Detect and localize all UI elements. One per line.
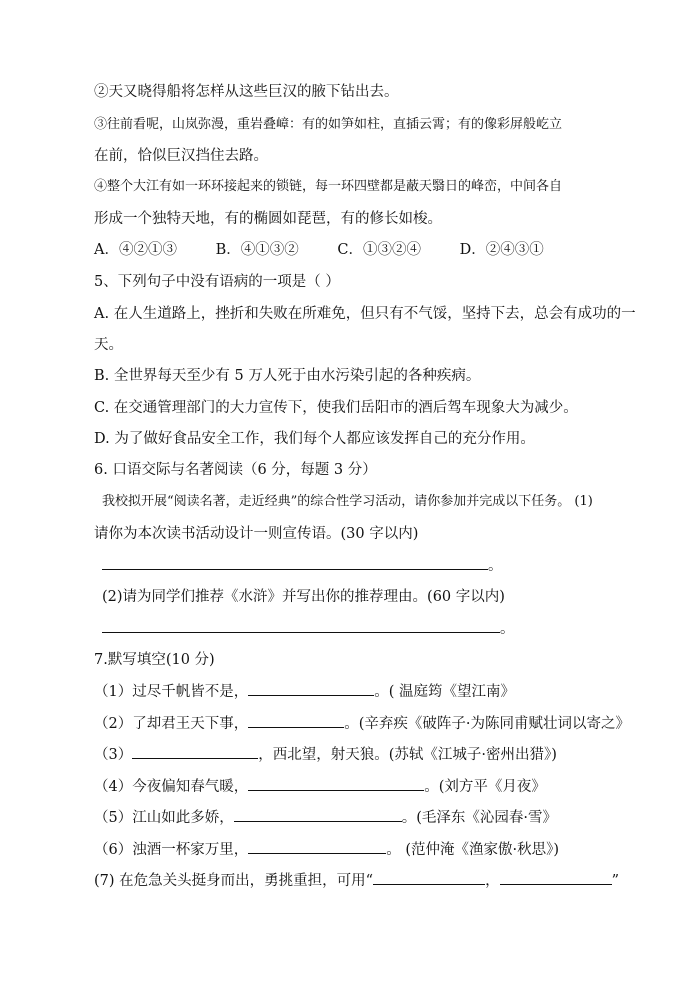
q5-option-c: C. 在交通管理部门的大力宣传下，使我们岳阳市的酒后驾车现象大为减少。 (94, 400, 578, 416)
q6-task1: 请你为本次读书活动设计一则宣传语。(30 字以内) (94, 526, 419, 542)
q7-item-1 (94, 681, 515, 702)
q4-sentence-3: ③往前看呢，山岚弥漫，重岩叠嶂：有的如笋如柱，直插云霄；有的像彩屏般屹立 (94, 117, 563, 132)
q6-task2-answer-line[interactable] (102, 632, 500, 633)
q6-task1-end-mark: 。 (488, 558, 503, 574)
q4-options (94, 240, 578, 260)
q7-item-5-suffix: 。(毛泽东《沁园春·雪》 (401, 810, 557, 826)
q7-title: 7.默写填空(10 分) (94, 652, 215, 668)
q7-item-4-suffix: 。(刘方平《月夜》 (424, 779, 546, 795)
q7-item-3-blank[interactable] (132, 744, 258, 759)
q5-option-b: B. 全世界每天至少有 5 万人死于由水污染引起的各种疾病。 (94, 368, 481, 384)
q7-item-3 (94, 744, 557, 765)
q7-item-2-blank[interactable] (248, 713, 344, 728)
q7-item-6-prefix: （6）浊酒一杯家万里， (94, 842, 249, 858)
q6-task2-end-mark: 。 (500, 621, 515, 637)
q7-item-7-blank-2[interactable] (500, 870, 612, 885)
q5-stem: 5、下列句子中没有语病的一项是（ ） (94, 274, 340, 290)
q5-option-a: A. 在人生道路上，挫折和失败在所难免，但只有不气馁，坚持下去，总会有成功的一 (94, 306, 636, 322)
q7-item-2-suffix: 。(辛弃疾《破阵子·为陈同甫赋壮词以寄之》 (344, 716, 630, 732)
q5-option-a-cont: 天。 (94, 337, 123, 353)
q4-option-d: D．②④③① (459, 242, 544, 258)
q7-item-4-blank[interactable] (248, 776, 424, 791)
q7-item-7-prefix: (7) 在危急关头挺身而出，勇挑重担，可用“ (94, 873, 374, 889)
q7-item-3-suffix: ，西北望，射天狼。(苏轼《江城子·密州出猎》) (258, 747, 557, 763)
q7-item-1-suffix: 。( 温庭筠《望江南》 (374, 684, 515, 700)
q7-item-5-prefix: （5）江山如此多娇， (94, 810, 234, 826)
q4-option-a: A．④②①③ (94, 242, 177, 258)
q7-item-2 (94, 713, 630, 734)
q7-item-2-prefix: （2）了却君王天下事， (94, 716, 249, 732)
q4-option-c: C．①③②④ (337, 242, 421, 258)
q4-sentence-2: ②天又晓得船将怎样从这些巨汉的腋下钻出去。 (94, 84, 399, 100)
q7-item-7-suffix: ” (611, 873, 619, 889)
q4-sentence-3-cont: 在前，恰似巨汉挡住去路。 (94, 148, 268, 164)
q7-item-6-blank[interactable] (248, 839, 386, 854)
q6-intro: 我校拟开展“阅读名著，走近经典”的综合性学习活动，请你参加并完成以下任务。 (1) (102, 494, 593, 509)
q7-item-4 (94, 776, 546, 797)
q7-item-6 (94, 839, 559, 860)
q7-item-1-prefix: （1）过尽千帆皆不是， (94, 684, 249, 700)
q6-task2: (2)请为同学们推荐《水浒》并写出你的推荐理由。(60 字以内) (102, 589, 505, 605)
q7-item-3-prefix: （3） (94, 747, 133, 763)
q6-task1-answer-line[interactable] (102, 569, 488, 570)
q7-item-7-blank-1[interactable] (373, 870, 485, 885)
q7-item-6-suffix: 。 (范仲淹《渔家傲·秋思》) (386, 842, 560, 858)
q7-item-5-blank[interactable] (234, 807, 402, 822)
q4-sentence-4: ④整个大江有如一环环接起来的锁链，每一环四壁都是蔽天翳日的峰峦，中间各自 (94, 179, 563, 194)
q7-item-4-prefix: （4）今夜偏知春气暖， (94, 779, 249, 795)
q7-item-5 (94, 807, 557, 828)
q4-sentence-4-cont: 形成一个独特天地，有的椭圆如琵琶，有的修长如梭。 (94, 211, 442, 227)
q7-item-1-blank[interactable] (248, 681, 374, 696)
q7-item-7 (94, 870, 619, 891)
q7-item-7-separator: ， (485, 873, 500, 889)
q4-option-b: B．④①③② (215, 242, 299, 258)
q5-option-d: D. 为了做好食品安全工作，我们每个人都应该发挥自己的充分作用。 (94, 431, 535, 447)
q6-title: 6. 口语交际与名著阅读（6 分，每题 3 分） (94, 462, 377, 478)
